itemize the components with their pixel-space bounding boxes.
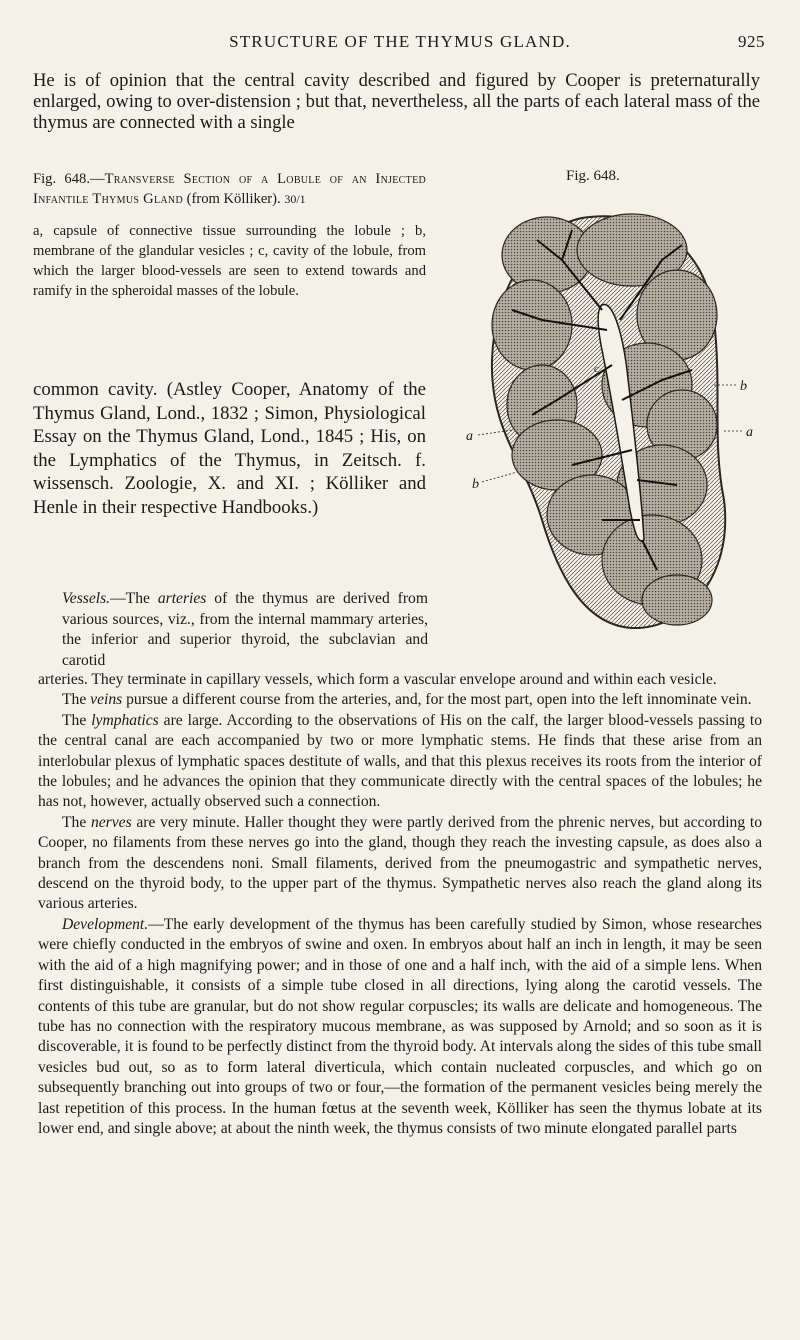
- lymphatics-intro: The: [62, 711, 92, 729]
- veins-intro: The: [62, 691, 91, 709]
- vessels-heading: Vessels.: [62, 590, 111, 607]
- caption-heading: Transverse Section of a Lobule of an Injected Infantile Thymus Gland: [33, 171, 426, 207]
- arteries-term: arteries: [157, 590, 207, 607]
- figure-label: Fig. 648.: [566, 168, 620, 184]
- development-text: —The early development of the thymus has been carefully studied by Simon, whose researches were chiefly conducted in the embryos of swine and oxen. In embryos about half an inch in length, it may be seen with the aid of a high magnifying power; and in those of one and a half inch, with the aid of a simple lens. When first distinguishable, it consists of a simple tube closed in all directions, lying along the carotid vessels. The contents of this tube are granular, but do not show regular corpuscles; its walls are delicate and homogeneous. The tube has no connection with the respiratory mucous membrane, as was supposed by Arnold; and so soon as it is discoverable, it is found to be perfectly distinct from the thyroid body. At intervals along the sides of this tube small vesicles bud out, so as to form lateral diverticula, which contain nucleated corpuscles, and which go on subsequently branching out into groups of two or four,—the formation of the permanent vesicles being merely the last repetition of this process. In the human fœtus at the seventh week, Kölliker has seen the thymus lobate at its lower end, and single above; at about the ninth week, the thymus consists of two minute elongated parallel parts: [38, 915, 762, 1137]
- label-c: c: [594, 363, 599, 375]
- vessels-text-start: of the thymus are derived from various sources, viz., from the internal mammary arteries, the inferior and superior thyroid, the subclavian and carotid: [62, 590, 428, 669]
- vessels-dash: —The: [110, 590, 158, 607]
- vessels-paragraph-start: [62, 589, 428, 671]
- nerves-intro: The: [62, 813, 91, 831]
- caption-number: Fig. 648.—: [33, 171, 105, 187]
- veins-paragraph: [38, 690, 762, 710]
- veins-text: pursue a different course from the arteries, and, for the most part, open into the left innominate vein.: [122, 691, 752, 709]
- thymus-lobule-illustration: [462, 200, 762, 640]
- page-number: 925: [738, 32, 765, 51]
- development-heading: Development.: [62, 915, 149, 933]
- lead-paragraph: He is of opinion that the central cavity described and figured by Cooper is preternaturally enlarged, owing to over-distension ; but that, nevertheless, all the parts of each lateral mass of the thymus are connected with a single: [33, 70, 760, 133]
- caption-source: (from Kölliker).: [186, 191, 281, 207]
- lymphatics-text: are large. According to the observations of His on the calf, the larger blood-vessels passing to the central canal are each accompanied by two or more lymphatic stems. He finds that these arise from an interlobular plexus of lymphatic spaces destitute of walls, and that this plexus receives its roots from the interior of the lobules; and he advances the opinion that they communicate directly with the central spaces of the lobules; he has not, however, actually observed such a connection.: [38, 711, 762, 811]
- nerves-text: are very minute. Haller thought they were partly derived from the phrenic nerves, but according to Cooper, no filaments from these nerves go into the gland, though they reach the investing capsule, as does also a branch from the descendens noni. Small filaments, derived from the pneumogastric and sympathetic nerves, descend on the thyroid body, to the upper part of the thymus. Sympathetic nerves also reach the gland along its various arteries.: [38, 813, 762, 913]
- page-title: STRUCTURE OF THE THYMUS GLAND.: [229, 32, 571, 51]
- label-a-left: a: [466, 429, 473, 444]
- vessels-paragraph-end: arteries. They terminate in capillary vessels, which form a vascular envelope around and within each vesicle.: [38, 671, 717, 688]
- magnification: 30/1: [284, 192, 306, 206]
- label-a-right: a: [746, 425, 753, 440]
- caption-title: [33, 169, 426, 209]
- veins-term: veins: [90, 691, 123, 709]
- development-paragraph: [38, 915, 762, 1139]
- label-b-left: b: [472, 477, 479, 492]
- reference-quote: common cavity. (Astley Cooper, Anatomy of the Thymus Gland, Lond., 1832 ; Simon, Physiological Essay on the Thymus Gland, Lond., 1845 ; His, on the Lymphatics of the Thymus, in Zeitsch. f. wissensch. Zoologie, X. and XI. ; Kölliker and Henle in their respective Handbooks.): [33, 379, 426, 518]
- caption-text: a, capsule of connective tissue surrounding the lobule ; b, membrane of the glandular vesicles ; c, cavity of the lobule, from which the larger blood-vessels are seen to extend towards and ramify in the spheroidal masses of the lobule.: [33, 223, 426, 299]
- nerves-paragraph: [38, 813, 762, 915]
- label-b-right: b: [740, 379, 747, 394]
- lymphatics-paragraph: [38, 711, 762, 813]
- lymphatics-term: lymphatics: [91, 711, 159, 729]
- figure-caption: [33, 169, 426, 301]
- main-body: [38, 670, 762, 1139]
- running-head: [35, 32, 765, 54]
- nerves-term: nerves: [90, 813, 132, 831]
